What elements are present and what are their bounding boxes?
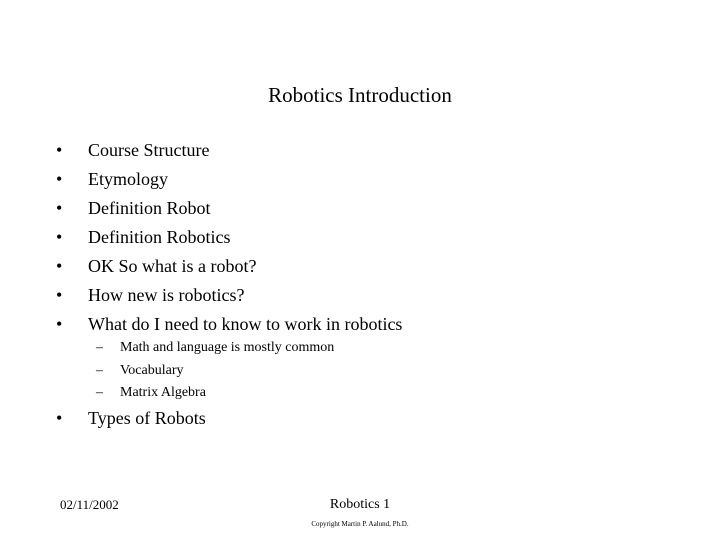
slide-title-text: Robotics Introduction [268,83,452,107]
bullet-item [56,404,206,433]
sub-bullet-marker: – [96,385,103,400]
sub-bullet-item [96,382,334,405]
bullet-text: Course Structure [88,140,210,160]
bullet-text: Definition Robotics [88,227,231,247]
sub-bullet-list [96,337,334,405]
bullet-text: What do I need to know to work in robotics [88,314,403,334]
slide-title [0,82,720,108]
bullet-item [56,194,402,223]
bullet-list-continued [56,404,206,433]
sub-bullet-item [96,360,334,383]
bullet-marker: • [56,227,63,247]
bullet-text: Types of Robots [88,408,206,428]
bullet-text: OK So what is a robot? [88,256,257,276]
footer-slide-label: Robotics 1 [329,497,391,512]
bullet-text: How new is robotics? [88,285,245,305]
bullet-text: Definition Robot [88,198,211,218]
sub-bullet-marker: – [96,340,103,355]
sub-bullet-item [96,337,334,360]
bullet-marker: • [56,198,63,218]
bullet-item [56,136,402,165]
bullet-marker: • [56,314,63,334]
bullet-item [56,281,402,310]
footer-copyright: Copyright Martin P. Aalund, Ph.D. [311,520,409,528]
bullet-marker: • [56,408,63,428]
bullet-marker: • [56,256,63,276]
bullet-marker: • [56,285,63,305]
bullet-marker: • [56,140,63,160]
sub-bullet-text: Vocabulary [120,362,184,378]
bullet-item [56,223,402,252]
bullet-text: Etymology [88,169,168,189]
footer-date: 02/11/2002 [60,497,119,512]
bullet-marker: • [56,169,63,189]
sub-bullet-marker: – [96,362,103,378]
sub-bullet-text: Matrix Algebra [120,385,206,400]
bullet-item [56,310,402,339]
bullet-item [56,165,402,194]
bullet-item [56,252,402,281]
sub-bullet-text: Math and language is mostly common [120,340,335,355]
bullet-list [56,136,402,339]
